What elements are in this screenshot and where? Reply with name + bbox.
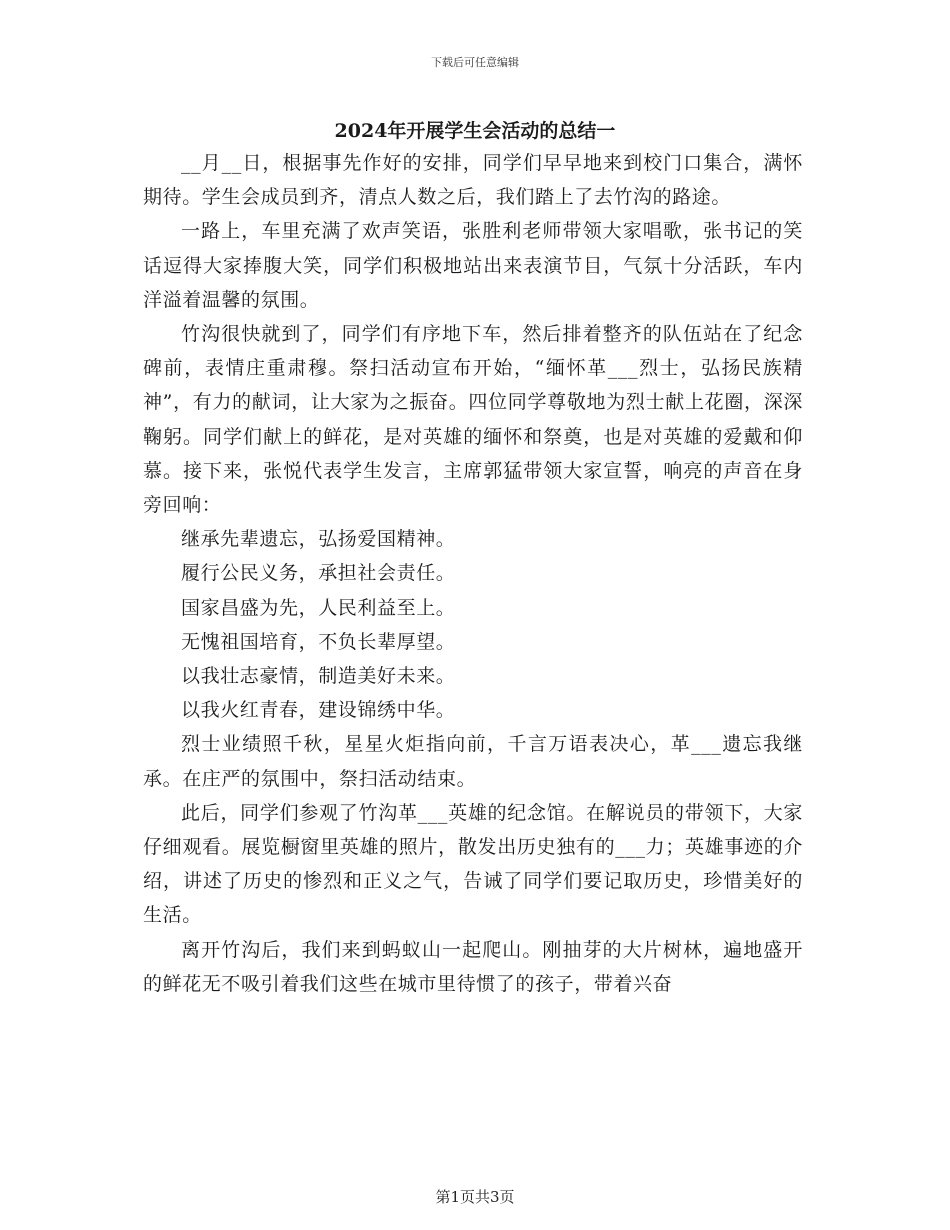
header-note: 下载后可任意编辑 [431,56,519,69]
paragraph-bus-ride: 一路上，车里充满了欢声笑语，张胜利老师带领大家唱歌，张书记的笑话逗得大家捧腹大笑，同学们积极地站出来表演节目，气氛十分活跃，车内洋溢着温馨的氛围。 [143,220,803,311]
page-number-footer: 第1页共3页 [435,1188,515,1206]
document-body [143,146,803,1001]
oath-line: 无愧祖国培育，不负长辈厚望。 [181,630,456,653]
document-title: 2024年开展学生会活动的总结一 [334,120,616,142]
paragraph-memorial: 竹沟很快就到了，同学们有序地下车，然后排着整齐的队伍站在了纪念碑前，表情庄重肃穆。祭扫活动宣布开始，“缅怀革___烈士，弘扬民族精神”，有力的献词，让大家为之振奋。四位同学尊敬地为烈士献上花圈，深深鞠躬。同学们献上的鲜花，是对英雄的缅怀和祭奠，也是对英雄的爱戴和仰慕。接下来，张悦代表学生发言，主席郭猛带领大家宣誓，响亮的声音在身旁回响： [143,323,803,517]
paragraph-mountain: 离开竹沟后，我们来到蚂蚁山一起爬山。刚抽芽的大片树林，遍地盛开的鲜花无不吸引着我们这些在城市里待惯了的孩子，带着兴奋 [143,938,803,995]
paragraph-ceremony-end: 烈士业绩照千秋，星星火炬指向前，千言万语表决心，革___遗忘我继承。在庄严的氛围中，祭扫活动结束。 [143,733,803,790]
paragraph-museum: 此后，同学们参观了竹沟革___英雄的纪念馆。在解说员的带领下，大家仔细观看。展览橱窗里英雄的照片，散发出历史独有的___力；英雄事迹的介绍，讲述了历史的惨烈和正义之气，告诫了同学们要记取历史，珍惜美好的生活。 [143,801,803,927]
oath-line: 国家昌盛为先，人民利益至上。 [181,596,456,619]
oath-line: 履行公民义务，承担社会责任。 [181,562,456,585]
oath-line: 以我火红青春，建设锦绣中华。 [181,699,456,722]
oath-line: 继承先辈遗忘，弘扬爱国精神。 [181,528,456,551]
paragraph-assembly: __月__日，根据事先作好的安排，同学们早早地来到校门口集合，满怀期待。学生会成员到齐，清点人数之后，我们踏上了去竹沟的路途。 [143,152,803,209]
oath-line: 以我壮志豪情，制造美好未来。 [181,665,456,688]
